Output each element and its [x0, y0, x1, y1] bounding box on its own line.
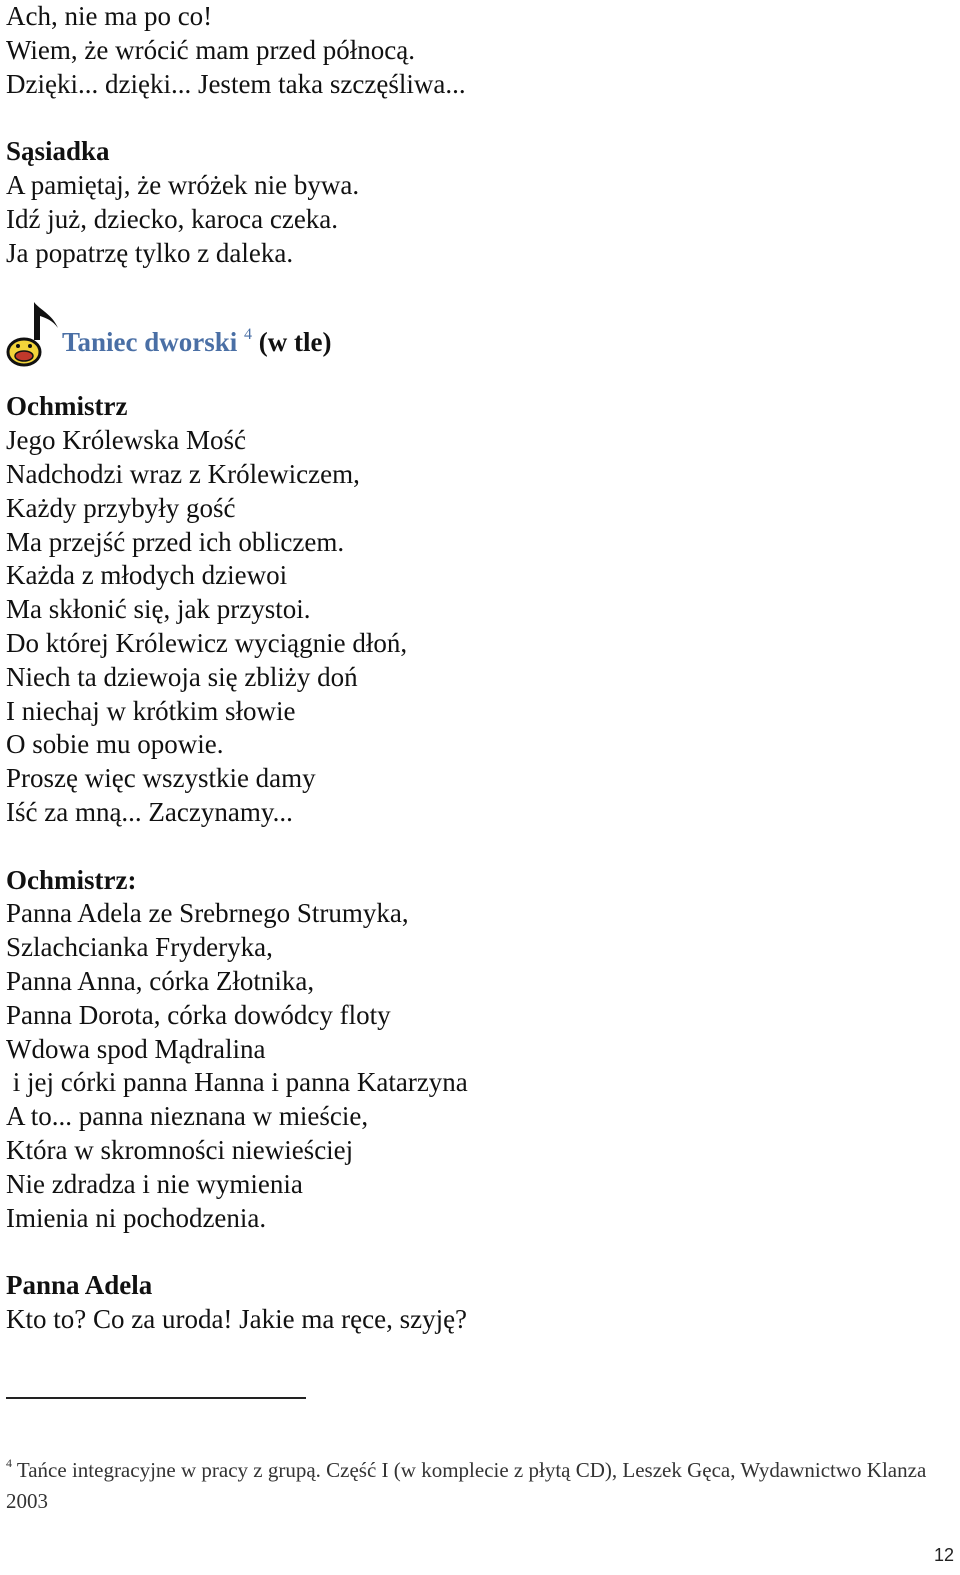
verse-line: Która w skromności niewieściej — [6, 1134, 354, 1165]
verse-line: Ja popatrzę tylko z daleka. — [6, 237, 294, 268]
verse-line: Kto to? Co za uroda! Jakie ma ręce, szyję? — [6, 1303, 468, 1334]
speaker-name: Sąsiadka — [6, 136, 110, 167]
verse-line: Szlachcianka Fryderyka, — [6, 932, 273, 963]
verse-line: Nie zdradza i nie wymienia — [6, 1168, 303, 1199]
footnote-number: 4 — [6, 1456, 12, 1470]
verse-line: Dzięki... dzięki... Jestem taka szczęśliwa... — [6, 68, 466, 99]
verse-line: O sobie mu opowie. — [6, 729, 224, 760]
verse-line: Panna Dorota, córka dowódcy floty — [6, 999, 391, 1030]
lines-block-1 — [6, 0, 946, 101]
verse-line: Do której Królewicz wyciągnie dłoń, — [6, 627, 408, 658]
verse-line: Proszę więc wszystkie damy — [6, 763, 316, 794]
verse-line: I niechaj w krótkim słowie — [6, 695, 296, 726]
music-title: Taniec dworski — [62, 327, 238, 358]
speaker-name: Ochmistrz: — [6, 864, 137, 895]
verse-line: Wdowa spod Mądralina — [6, 1033, 266, 1064]
singing-music-note-icon — [6, 300, 66, 372]
verse-line: Iść za mną... Zaczynamy... — [6, 796, 293, 827]
verse-line: Ma skłonić się, jak przystoi. — [6, 594, 311, 625]
verse-line: i jej córki panna Hanna i panna Katarzyna — [6, 1067, 468, 1098]
panna-adela-block — [6, 1269, 946, 1337]
sasiadka-block — [6, 135, 946, 270]
verse-line: Jego Królewska Mość — [6, 425, 246, 456]
verse-line: Ma przejść przed ich obliczem. — [6, 526, 345, 557]
verse-line: Niech ta dziewoja się zbliży doń — [6, 661, 358, 692]
ochmistrz-block — [6, 390, 946, 829]
verse-line: Wiem, że wrócić mam przed północą. — [6, 34, 415, 65]
music-cue — [6, 270, 946, 390]
page-number: 12 — [933, 1545, 954, 1565]
verse-line: Imienia ni pochodzenia. — [6, 1202, 267, 1233]
speaker-name: Ochmistrz — [6, 391, 128, 422]
footnote-separator — [6, 1397, 306, 1399]
music-suffix: (w tle) — [258, 327, 332, 358]
footnote — [6, 1448, 951, 1517]
verse-line: Każdy przybyły gość — [6, 492, 236, 523]
verse-line: Każda z młodych dziewoi — [6, 560, 288, 591]
document-page — [6, 0, 946, 1337]
ochmistrz-announcement-block — [6, 864, 946, 1236]
verse-line: Ach, nie ma po co! — [6, 1, 213, 31]
verse-line: Panna Adela ze Srebrnego Strumyka, — [6, 898, 409, 929]
verse-line: A to... panna nieznana w mieście, — [6, 1101, 369, 1132]
verse-line: A pamiętaj, że wróżek nie bywa. — [6, 169, 360, 200]
music-heading — [62, 326, 332, 358]
footnote-text: Tańce integracyjne w pracy z grupą. Część I (w komplecie z płytą CD), Leszek Gęca, Wydawnictwo Klanza 2003 — [6, 1458, 927, 1513]
verse-line: Nadchodzi wraz z Królewiczem, — [6, 458, 360, 489]
footnote-ref: 4 — [244, 326, 253, 344]
verse-line: Idź już, dziecko, karoca czeka. — [6, 203, 339, 234]
speaker-name: Panna Adela — [6, 1270, 153, 1301]
verse-line: Panna Anna, córka Złotnika, — [6, 965, 315, 996]
